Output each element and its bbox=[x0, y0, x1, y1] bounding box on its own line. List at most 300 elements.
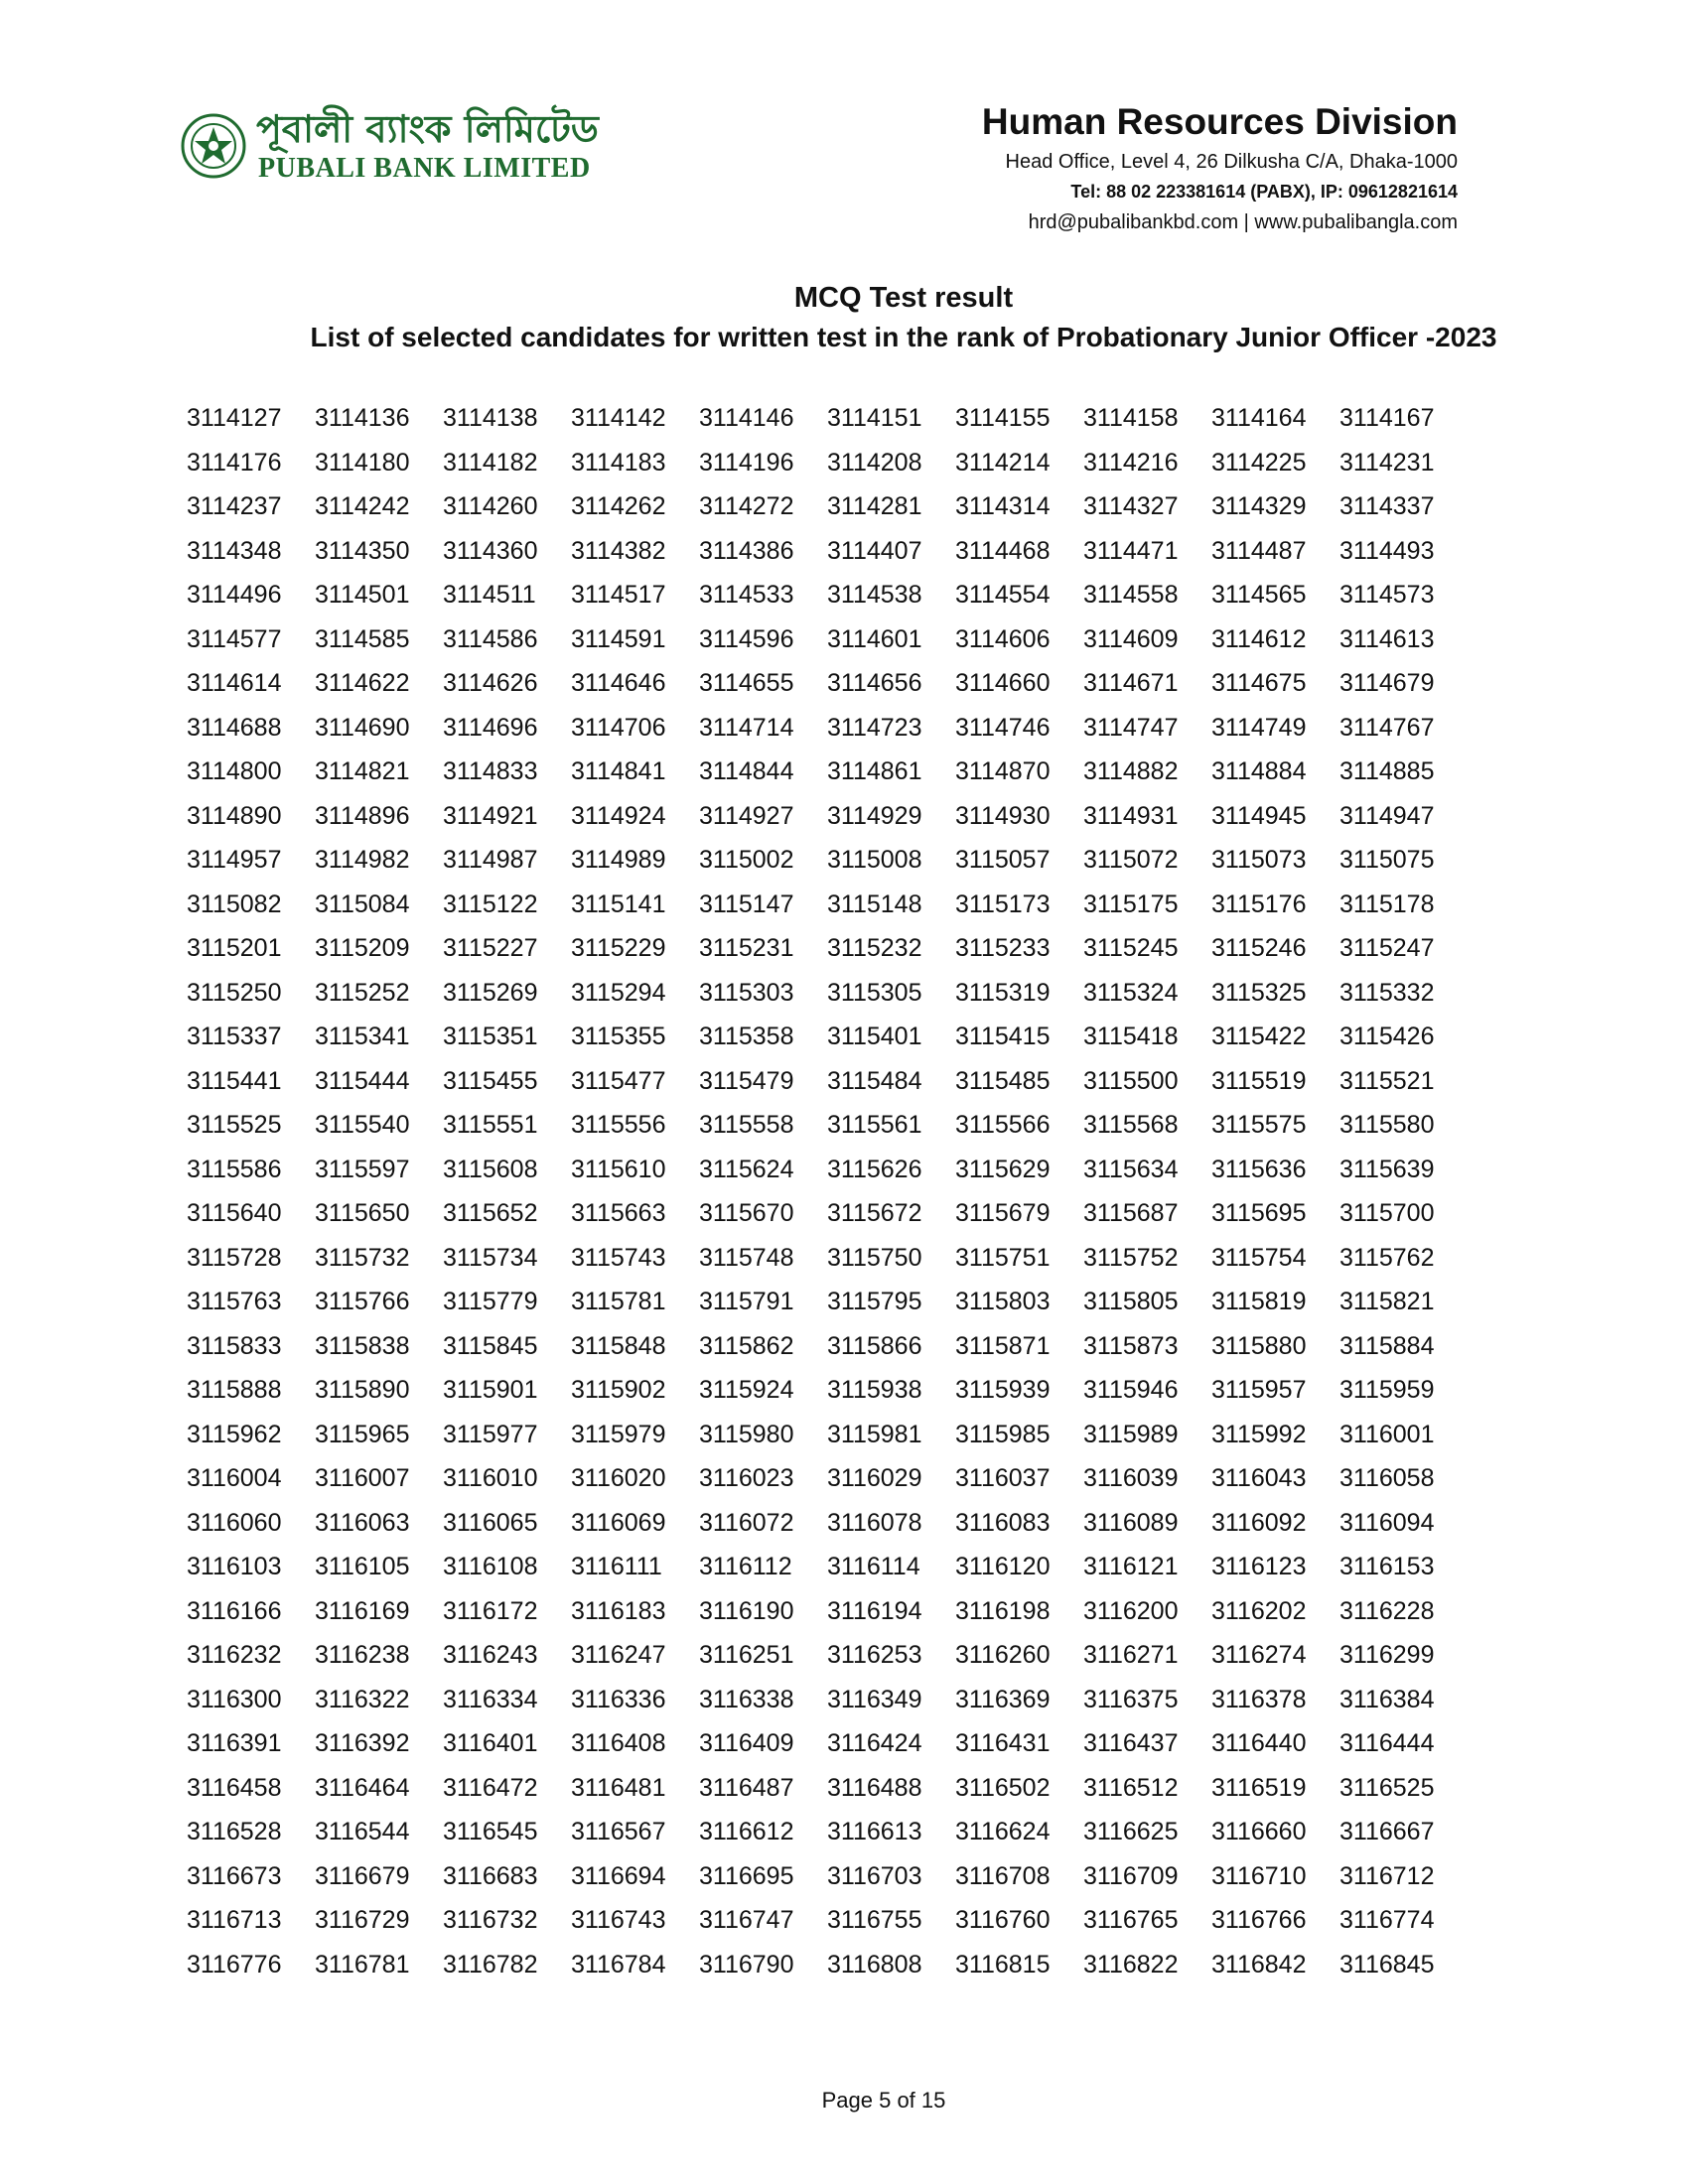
roll-number: 3116431 bbox=[955, 1729, 1051, 1757]
roll-number: 3116202 bbox=[1211, 1596, 1307, 1625]
roll-number: 3114350 bbox=[315, 536, 410, 565]
roll-number: 3115805 bbox=[1083, 1288, 1179, 1315]
roll-number: 3116039 bbox=[1083, 1464, 1179, 1492]
roll-number: 3114885 bbox=[1339, 757, 1435, 785]
roll-number: 3114487 bbox=[1211, 536, 1307, 565]
roll-number: 3115337 bbox=[187, 1023, 282, 1050]
roll-number: 3114947 bbox=[1339, 801, 1435, 830]
roll-number: 3116695 bbox=[699, 1861, 794, 1890]
roll-number: 3116108 bbox=[443, 1553, 538, 1580]
roll-number: 3115232 bbox=[827, 934, 922, 962]
roll-number: 3116424 bbox=[827, 1729, 922, 1757]
roll-number: 3116464 bbox=[315, 1773, 410, 1802]
roll-number: 3115695 bbox=[1211, 1199, 1307, 1227]
roll-number: 3115233 bbox=[955, 934, 1051, 962]
roll-number: 3114176 bbox=[187, 448, 282, 477]
roll-number: 3114493 bbox=[1339, 536, 1435, 565]
roll-number: 3115247 bbox=[1339, 934, 1435, 962]
roll-number: 3116063 bbox=[315, 1508, 410, 1537]
roll-number: 3116336 bbox=[571, 1685, 666, 1713]
roll-number: 3114183 bbox=[571, 448, 666, 477]
roll-number: 3114164 bbox=[1211, 404, 1307, 432]
roll-number: 3115176 bbox=[1211, 889, 1307, 918]
roll-number: 3115890 bbox=[315, 1376, 410, 1404]
roll-number: 3116023 bbox=[699, 1464, 794, 1492]
roll-number: 3114870 bbox=[955, 757, 1051, 785]
roll-number: 3114586 bbox=[443, 624, 538, 653]
roll-number: 3115803 bbox=[955, 1288, 1051, 1315]
roll-number: 3116625 bbox=[1083, 1818, 1179, 1845]
roll-number: 3115558 bbox=[699, 1111, 794, 1139]
roll-number: 3114957 bbox=[187, 846, 282, 874]
roll-number: 3116200 bbox=[1083, 1596, 1179, 1625]
roll-number: 3116260 bbox=[955, 1641, 1051, 1669]
roll-number: 3116458 bbox=[187, 1773, 282, 1802]
roll-number: 3116001 bbox=[1339, 1420, 1435, 1448]
roll-number: 3116528 bbox=[187, 1818, 282, 1845]
roll-number: 3115652 bbox=[443, 1199, 538, 1227]
roll-number: 3116112 bbox=[699, 1553, 792, 1580]
roll-number: 3115332 bbox=[1339, 978, 1435, 1007]
roll-number: 3116020 bbox=[571, 1464, 666, 1492]
roll-number: 3114626 bbox=[443, 669, 538, 697]
roll-number: 3116822 bbox=[1083, 1950, 1179, 1979]
roll-number: 3114496 bbox=[187, 581, 282, 609]
roll-number: 3116545 bbox=[443, 1818, 538, 1845]
roll-number: 3114554 bbox=[955, 581, 1051, 609]
roll-number: 3114841 bbox=[571, 757, 666, 785]
roll-number: 3116732 bbox=[443, 1906, 538, 1934]
roll-number: 3114606 bbox=[955, 624, 1051, 653]
roll-number: 3116472 bbox=[443, 1773, 538, 1802]
roll-number: 3116525 bbox=[1339, 1773, 1435, 1802]
roll-number: 3114613 bbox=[1339, 624, 1435, 653]
roll-number: 3116251 bbox=[699, 1641, 794, 1669]
roll-number: 3116103 bbox=[187, 1553, 282, 1580]
roll-number: 3114127 bbox=[187, 404, 282, 432]
roll-number: 3115845 bbox=[443, 1331, 538, 1360]
roll-number: 3115848 bbox=[571, 1331, 666, 1360]
roll-number: 3116378 bbox=[1211, 1685, 1307, 1713]
roll-number: 3115351 bbox=[443, 1023, 538, 1050]
roll-number: 3115519 bbox=[1211, 1066, 1307, 1095]
roll-number: 3115084 bbox=[315, 889, 410, 918]
roll-number: 3115551 bbox=[443, 1111, 538, 1139]
roll-number: 3115229 bbox=[571, 934, 666, 962]
roll-number: 3116815 bbox=[955, 1950, 1051, 1979]
roll-number: 3114517 bbox=[571, 581, 666, 609]
roll-number: 3116842 bbox=[1211, 1950, 1307, 1979]
roll-number: 3115981 bbox=[827, 1420, 922, 1448]
roll-number: 3116391 bbox=[187, 1729, 282, 1757]
roll-number: 3115294 bbox=[571, 978, 666, 1007]
page-subtitle: List of selected candidates for written test in the rank of Probationary Junior Officer -2023 bbox=[310, 322, 1497, 352]
roll-number: 3115341 bbox=[315, 1023, 410, 1050]
roll-number: 3116253 bbox=[827, 1641, 922, 1669]
roll-number: 3115575 bbox=[1211, 1111, 1307, 1139]
roll-number: 3116300 bbox=[187, 1685, 282, 1713]
roll-number: 3114573 bbox=[1339, 581, 1435, 609]
roll-number: 3116089 bbox=[1083, 1508, 1179, 1537]
roll-number: 3115781 bbox=[571, 1288, 666, 1315]
roll-number: 3114890 bbox=[187, 801, 282, 830]
roll-number: 3116065 bbox=[443, 1508, 538, 1537]
roll-number: 3114511 bbox=[443, 581, 536, 609]
roll-number: 3116612 bbox=[699, 1818, 794, 1845]
roll-number: 3115540 bbox=[315, 1111, 410, 1139]
roll-number: 3115269 bbox=[443, 978, 538, 1007]
roll-number: 3116043 bbox=[1211, 1464, 1307, 1492]
roll-number: 3116624 bbox=[955, 1818, 1051, 1845]
roll-number: 3115791 bbox=[699, 1288, 794, 1315]
roll-number: 3116401 bbox=[443, 1729, 538, 1757]
roll-number: 3115862 bbox=[699, 1331, 794, 1360]
roll-number: 3114696 bbox=[443, 713, 538, 742]
roll-number: 3114214 bbox=[955, 448, 1051, 477]
roll-number: 3116487 bbox=[699, 1773, 794, 1802]
roll-number: 3116123 bbox=[1211, 1553, 1307, 1580]
roll-number: 3116232 bbox=[187, 1641, 282, 1669]
roll-number: 3115173 bbox=[955, 889, 1051, 918]
roll-number: 3115679 bbox=[955, 1199, 1051, 1227]
roll-number: 3114612 bbox=[1211, 624, 1307, 653]
roll-number: 3114262 bbox=[571, 492, 666, 520]
roll-number: 3116299 bbox=[1339, 1641, 1435, 1669]
roll-number: 3114945 bbox=[1211, 801, 1307, 830]
roll-number: 3115355 bbox=[571, 1023, 666, 1050]
roll-number: 3114671 bbox=[1083, 669, 1179, 697]
division-title: Human Resources Division bbox=[981, 101, 1458, 142]
roll-number: 3115754 bbox=[1211, 1243, 1307, 1272]
roll-number: 3116334 bbox=[443, 1685, 538, 1713]
roll-number: 3114690 bbox=[315, 713, 410, 742]
roll-number: 3114614 bbox=[187, 669, 282, 697]
roll-number: 3115252 bbox=[315, 978, 410, 1007]
roll-number: 3116755 bbox=[827, 1906, 922, 1934]
roll-number: 3116673 bbox=[187, 1861, 282, 1890]
roll-number: 3114146 bbox=[699, 404, 794, 432]
roll-number: 3115122 bbox=[443, 889, 538, 918]
roll-number: 3115650 bbox=[315, 1199, 410, 1227]
roll-number: 3114861 bbox=[827, 757, 922, 785]
roll-number: 3115521 bbox=[1339, 1066, 1435, 1095]
roll-number: 3115838 bbox=[315, 1331, 410, 1360]
roll-number: 3115873 bbox=[1083, 1331, 1179, 1360]
roll-number: 3116338 bbox=[699, 1685, 794, 1713]
roll-number: 3115566 bbox=[955, 1111, 1051, 1139]
roll-number: 3116781 bbox=[315, 1950, 410, 1979]
roll-number: 3116153 bbox=[1339, 1553, 1435, 1580]
roll-number: 3115484 bbox=[827, 1066, 922, 1095]
roll-number: 3116094 bbox=[1339, 1508, 1435, 1537]
roll-number: 3114337 bbox=[1339, 492, 1435, 520]
roll-number: 3115636 bbox=[1211, 1155, 1307, 1183]
roll-number: 3115608 bbox=[443, 1155, 538, 1183]
roll-number: 3114714 bbox=[699, 713, 794, 742]
roll-number: 3116790 bbox=[699, 1950, 794, 1979]
roll-number: 3114749 bbox=[1211, 713, 1307, 742]
roll-number: 3114924 bbox=[571, 801, 666, 830]
roll-number: 3116519 bbox=[1211, 1773, 1307, 1802]
roll-number: 3115779 bbox=[443, 1288, 538, 1315]
roll-number: 3114558 bbox=[1083, 581, 1179, 609]
roll-number: 3115209 bbox=[315, 934, 410, 962]
roll-number: 3115957 bbox=[1211, 1376, 1307, 1404]
roll-number: 3115500 bbox=[1083, 1066, 1179, 1095]
roll-number: 3114151 bbox=[827, 404, 922, 432]
roll-number: 3114656 bbox=[827, 669, 922, 697]
roll-number: 3116784 bbox=[571, 1950, 666, 1979]
roll-number: 3115977 bbox=[443, 1420, 538, 1448]
roll-number: 3115748 bbox=[699, 1243, 794, 1272]
bank-name-english: PUBALI BANK LIMITED bbox=[258, 153, 591, 184]
roll-number: 3115743 bbox=[571, 1243, 666, 1272]
roll-number: 3115073 bbox=[1211, 846, 1307, 874]
roll-number: 3116765 bbox=[1083, 1906, 1179, 1934]
roll-number: 3115250 bbox=[187, 978, 282, 1007]
roll-number: 3116169 bbox=[315, 1596, 410, 1625]
roll-number: 3115477 bbox=[571, 1066, 666, 1095]
roll-number: 3115989 bbox=[1083, 1420, 1179, 1448]
roll-number-grid bbox=[187, 396, 1468, 1986]
roll-number: 3114591 bbox=[571, 624, 666, 653]
roll-number: 3115075 bbox=[1339, 846, 1435, 874]
roll-number: 3114382 bbox=[571, 536, 666, 565]
roll-number: 3116747 bbox=[699, 1906, 794, 1934]
roll-number: 3116683 bbox=[443, 1861, 538, 1890]
roll-number: 3115002 bbox=[699, 846, 794, 874]
page-number: Page 5 of 15 bbox=[821, 2088, 946, 2113]
roll-number: 3116502 bbox=[955, 1773, 1051, 1802]
roll-number: 3115888 bbox=[187, 1376, 282, 1404]
roll-number: 3114314 bbox=[955, 492, 1051, 520]
roll-number: 3115795 bbox=[827, 1288, 922, 1315]
roll-number: 3115455 bbox=[443, 1066, 538, 1095]
roll-number: 3115663 bbox=[571, 1199, 666, 1227]
roll-number: 3115670 bbox=[699, 1199, 794, 1227]
roll-number: 3116375 bbox=[1083, 1685, 1179, 1713]
roll-number: 3115959 bbox=[1339, 1376, 1435, 1404]
roll-number: 3116613 bbox=[827, 1818, 922, 1845]
roll-number: 3114596 bbox=[699, 624, 794, 653]
roll-number: 3116660 bbox=[1211, 1818, 1307, 1845]
roll-number: 3115231 bbox=[699, 934, 794, 962]
roll-number: 3114706 bbox=[571, 713, 666, 742]
roll-number: 3116679 bbox=[315, 1861, 410, 1890]
roll-number: 3115962 bbox=[187, 1420, 282, 1448]
roll-number: 3114747 bbox=[1083, 713, 1179, 742]
roll-number: 3115833 bbox=[187, 1331, 282, 1360]
roll-number: 3116444 bbox=[1339, 1729, 1435, 1757]
roll-number: 3115629 bbox=[955, 1155, 1051, 1183]
roll-number: 3116408 bbox=[571, 1729, 666, 1757]
roll-number: 3116004 bbox=[187, 1464, 282, 1492]
roll-number: 3116166 bbox=[187, 1596, 282, 1625]
roll-number: 3116010 bbox=[443, 1464, 538, 1492]
roll-number: 3116037 bbox=[955, 1464, 1051, 1492]
roll-number: 3116709 bbox=[1083, 1861, 1179, 1890]
roll-number: 3114260 bbox=[443, 492, 538, 520]
roll-number: 3115946 bbox=[1083, 1376, 1179, 1404]
roll-number: 3114182 bbox=[443, 448, 538, 477]
roll-number: 3114882 bbox=[1083, 757, 1179, 785]
roll-number: 3115525 bbox=[187, 1111, 282, 1139]
roll-number: 3116274 bbox=[1211, 1641, 1307, 1669]
roll-number: 3115479 bbox=[699, 1066, 794, 1095]
roll-number: 3114931 bbox=[1083, 801, 1179, 830]
roll-number: 3114609 bbox=[1083, 624, 1179, 653]
roll-number: 3115924 bbox=[699, 1376, 794, 1404]
roll-number: 3116512 bbox=[1083, 1773, 1179, 1802]
roll-number: 3115561 bbox=[827, 1111, 922, 1139]
roll-number: 3116567 bbox=[571, 1818, 666, 1845]
roll-number: 3116228 bbox=[1339, 1596, 1435, 1625]
roll-number: 3116007 bbox=[315, 1464, 410, 1492]
roll-number: 3116384 bbox=[1339, 1685, 1435, 1713]
roll-number: 3115418 bbox=[1083, 1023, 1179, 1050]
roll-number: 3115687 bbox=[1083, 1199, 1179, 1227]
roll-number: 3114208 bbox=[827, 448, 922, 477]
roll-number: 3116488 bbox=[827, 1773, 922, 1802]
roll-number: 3114800 bbox=[187, 757, 282, 785]
roll-number: 3115979 bbox=[571, 1420, 666, 1448]
page-title: MCQ Test result bbox=[793, 282, 1014, 314]
roll-number: 3115485 bbox=[955, 1066, 1051, 1095]
roll-number: 3114833 bbox=[443, 757, 538, 785]
roll-number: 3115985 bbox=[955, 1420, 1051, 1448]
roll-number: 3116667 bbox=[1339, 1818, 1435, 1845]
roll-number: 3114272 bbox=[699, 492, 794, 520]
roll-number: 3115700 bbox=[1339, 1199, 1435, 1227]
roll-number: 3114585 bbox=[315, 624, 410, 653]
roll-number: 3114533 bbox=[699, 581, 794, 609]
roll-number: 3115325 bbox=[1211, 978, 1307, 1007]
division-header bbox=[982, 99, 1458, 238]
roll-number: 3115441 bbox=[187, 1066, 282, 1095]
roll-number: 3115980 bbox=[699, 1420, 794, 1448]
roll-number: 3114746 bbox=[955, 713, 1051, 742]
roll-number: 3114196 bbox=[699, 448, 794, 477]
roll-number: 3115324 bbox=[1083, 978, 1179, 1007]
roll-number: 3115821 bbox=[1339, 1288, 1435, 1315]
roll-number: 3116092 bbox=[1211, 1508, 1307, 1537]
roll-number: 3116243 bbox=[443, 1641, 538, 1669]
roll-number: 3115319 bbox=[955, 978, 1051, 1007]
roll-number: 3114601 bbox=[827, 624, 922, 653]
roll-number: 3115305 bbox=[827, 978, 922, 1007]
roll-number: 3115871 bbox=[955, 1331, 1051, 1360]
roll-number: 3116078 bbox=[827, 1508, 922, 1537]
document-titles bbox=[0, 278, 1688, 357]
roll-number: 3116713 bbox=[187, 1906, 282, 1934]
bank-logo bbox=[181, 103, 608, 193]
roll-number: 3114468 bbox=[955, 536, 1051, 565]
roll-number: 3115201 bbox=[187, 934, 282, 962]
roll-number: 3114281 bbox=[827, 492, 922, 520]
roll-number: 3114565 bbox=[1211, 581, 1307, 609]
roll-number: 3114471 bbox=[1083, 536, 1179, 565]
roll-number: 3115901 bbox=[443, 1376, 538, 1404]
roll-number: 3115072 bbox=[1083, 846, 1179, 874]
roll-number: 3115732 bbox=[315, 1243, 410, 1272]
roll-number: 3116349 bbox=[827, 1685, 922, 1713]
roll-number: 3114679 bbox=[1339, 669, 1435, 697]
roll-number: 3116409 bbox=[699, 1729, 794, 1757]
roll-number: 3114327 bbox=[1083, 492, 1179, 520]
roll-number: 3116194 bbox=[827, 1596, 922, 1625]
roll-number: 3114577 bbox=[187, 624, 282, 653]
roll-number: 3116729 bbox=[315, 1906, 410, 1934]
roll-number: 3116029 bbox=[827, 1464, 922, 1492]
roll-number: 3115586 bbox=[187, 1155, 282, 1183]
roll-number: 3115750 bbox=[827, 1243, 922, 1272]
telephone-line: Tel: 88 02 223381614 (PABX), IP: 09612821614 bbox=[1070, 182, 1458, 202]
roll-number: 3115766 bbox=[315, 1288, 410, 1315]
roll-number: 3115082 bbox=[187, 889, 282, 918]
roll-number: 3114155 bbox=[955, 404, 1051, 432]
roll-number: 3116190 bbox=[699, 1596, 794, 1625]
roll-number: 3115175 bbox=[1083, 889, 1179, 918]
roll-number: 3114921 bbox=[443, 801, 538, 830]
roll-number: 3115141 bbox=[571, 889, 666, 918]
roll-number: 3115938 bbox=[827, 1376, 922, 1404]
roll-number: 3115939 bbox=[955, 1376, 1051, 1404]
roll-number: 3116121 bbox=[1083, 1553, 1179, 1580]
roll-number: 3116774 bbox=[1339, 1906, 1435, 1934]
roll-number: 3115752 bbox=[1083, 1243, 1179, 1272]
roll-number: 3114242 bbox=[315, 492, 410, 520]
roll-number: 3115866 bbox=[827, 1331, 922, 1360]
roll-number: 3116708 bbox=[955, 1861, 1051, 1890]
roll-number: 3116766 bbox=[1211, 1906, 1307, 1934]
roll-number: 3114927 bbox=[699, 801, 794, 830]
roll-number: 3114158 bbox=[1083, 404, 1179, 432]
roll-number: 3115556 bbox=[571, 1111, 666, 1139]
roll-number: 3114929 bbox=[827, 801, 922, 830]
roll-number: 3114329 bbox=[1211, 492, 1307, 520]
roll-number: 3115358 bbox=[699, 1023, 794, 1050]
roll-number: 3114225 bbox=[1211, 448, 1307, 477]
roll-number: 3114538 bbox=[827, 581, 922, 609]
roll-number: 3114622 bbox=[315, 669, 410, 697]
roll-number: 3116111 bbox=[571, 1553, 662, 1580]
roll-number: 3116845 bbox=[1339, 1950, 1435, 1979]
roll-number: 3115597 bbox=[315, 1155, 410, 1183]
roll-number: 3116322 bbox=[315, 1685, 410, 1713]
roll-number: 3116072 bbox=[699, 1508, 794, 1537]
roll-number: 3116710 bbox=[1211, 1861, 1307, 1890]
roll-number: 3114989 bbox=[571, 846, 666, 874]
roll-number: 3114142 bbox=[571, 404, 666, 432]
roll-number: 3115902 bbox=[571, 1376, 666, 1404]
contact-web-email: hrd@pubalibankbd.com | www.pubalibangla.com bbox=[1028, 211, 1458, 233]
roll-number: 3114767 bbox=[1339, 713, 1435, 742]
roll-number: 3114386 bbox=[699, 536, 794, 565]
roll-number: 3114844 bbox=[699, 757, 794, 785]
roll-number: 3114821 bbox=[315, 757, 410, 785]
roll-number: 3115884 bbox=[1339, 1331, 1435, 1360]
roll-number: 3115178 bbox=[1339, 889, 1435, 918]
roll-number: 3116712 bbox=[1339, 1861, 1435, 1890]
roll-number: 3115246 bbox=[1211, 934, 1307, 962]
roll-number: 3115880 bbox=[1211, 1331, 1307, 1360]
roll-number: 3114348 bbox=[187, 536, 282, 565]
roll-number: 3115426 bbox=[1339, 1023, 1435, 1050]
roll-number: 3115763 bbox=[187, 1288, 282, 1315]
roll-number: 3116114 bbox=[827, 1553, 920, 1580]
roll-number: 3116694 bbox=[571, 1861, 666, 1890]
roll-number: 3114688 bbox=[187, 713, 282, 742]
